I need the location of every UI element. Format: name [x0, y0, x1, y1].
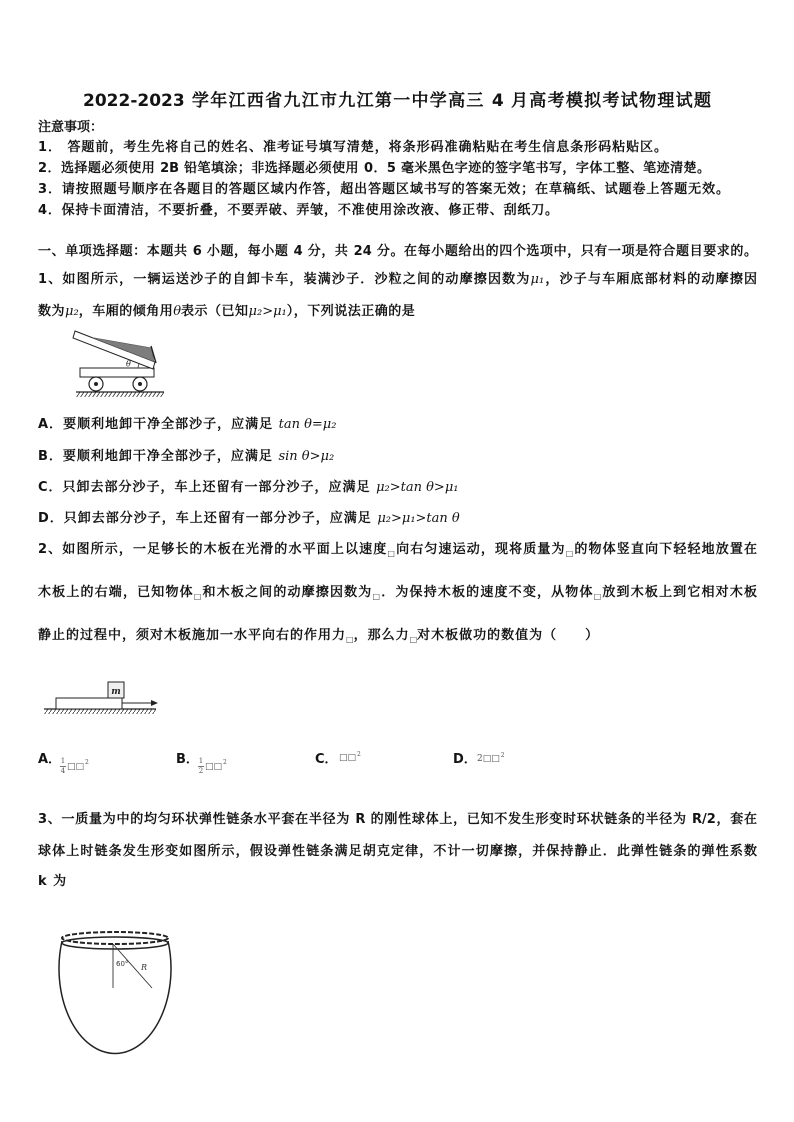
exponent: 2: [500, 751, 505, 759]
q1-text: 表示（已知: [181, 304, 249, 319]
q3-stem-line-2: 球体上时链条发生形变如图所示，假设弹性链条满足胡克定律，不计一切摩擦，并保持静止．此弹性链条的弹性系数: [38, 844, 757, 859]
option-math: μ₂>μ₁>tan θ: [377, 511, 460, 526]
option-label: A．: [38, 417, 64, 432]
denominator: 4: [60, 767, 66, 775]
q2-text: 和木板之间的动摩擦因数为: [202, 585, 373, 600]
q2-stem-line-1: [38, 540, 757, 560]
exponent: 2: [357, 750, 361, 758]
expression: □□: [205, 761, 223, 772]
q1-option-a: [38, 415, 336, 435]
notice-item-1: 1． 答题前，考生先将自己的姓名、准考证号填写清楚，将条形码准确粘贴在考生信息条形码粘贴区。: [38, 140, 667, 155]
sphere-chain-figure: [50, 924, 180, 1066]
q3-stem-line-1: 3、一质量为中的均匀环状弹性链条水平套在半径为 R 的刚性球体上，已知不发生形变时环状链条的半径为 R/2，套在: [38, 812, 757, 827]
q2-text: 向右匀速运动，现将质量为: [396, 542, 566, 557]
q2-option-d-math: [477, 751, 505, 764]
q2-stem-line-3: [38, 626, 599, 646]
q1-text: ，车厢的倾角用: [78, 304, 174, 319]
fraction: [198, 758, 204, 775]
dump-truck-figure: [72, 326, 168, 398]
q1-text: ，沙子与车厢底部材料的动摩擦因: [544, 272, 757, 287]
missing-glyph: □: [565, 549, 575, 558]
option-math: μ₂>tan θ>μ₁: [376, 480, 459, 495]
q1-text: ），下列说法正确的是: [286, 304, 416, 319]
option-label: C．: [38, 480, 63, 495]
q1-option-c: [38, 478, 459, 498]
missing-glyph: □: [387, 549, 397, 558]
q2-option-b-math: [198, 758, 227, 775]
q1-math-condition: μ₂>μ₁: [248, 304, 287, 319]
notice-heading: 注意事项：: [38, 120, 104, 135]
q1-option-d: [38, 509, 460, 529]
option-label: B．: [38, 449, 63, 464]
exponent: 2: [223, 759, 227, 766]
option-text: 要顺利地卸干净全部沙子，应满足: [62, 449, 279, 464]
ground-hatching: [44, 709, 156, 714]
notice-item-4: 4．保持卡面清洁，不要折叠，不要弄破、弄皱，不准使用涂改液、修正带、刮纸刀。: [38, 203, 558, 218]
sphere-outline: [59, 941, 171, 1053]
angle-label: 60°: [116, 960, 129, 968]
denominator: 2: [198, 767, 204, 775]
option-text: 只卸去部分沙子，车上还留有一部分沙子，应满足: [62, 480, 377, 495]
wheel-hub: [94, 382, 98, 386]
missing-glyph: □: [593, 592, 603, 601]
q3-stem-line-3: k 为: [38, 874, 68, 889]
angle-label: θ: [126, 359, 131, 369]
missing-glyph: □: [372, 592, 382, 601]
exponent: 2: [85, 759, 89, 766]
radius-label: R: [141, 963, 148, 972]
q2-text: 2、如图所示，一足够长的木板在光滑的水平面上以速度: [38, 542, 388, 557]
q2-text: ，那么力: [353, 628, 410, 643]
q2-option-c-label: C．: [315, 752, 338, 767]
sand-load: [92, 338, 154, 362]
numerator: 1: [60, 757, 66, 765]
numerator: 1: [198, 757, 204, 765]
q2-text: 静止的过程中，须对木板施加一水平向右的作用力: [38, 628, 347, 643]
q1-text: 数为: [38, 304, 66, 319]
notice-item-3: 3．请按照题号顺序在各题目的答题区域内作答，超出答题区域书写的答案无效；在草稿纸、试题卷上答题无效。: [38, 182, 729, 197]
q2-stem-line-2: [38, 583, 757, 603]
expression: □□: [339, 753, 357, 763]
q1-text: 1、如图所示，一辆运送沙子的自卸卡车，装满沙子．沙粒之间的动摩擦因数为: [38, 272, 531, 287]
q2-option-b-label: B．: [176, 752, 199, 767]
q1-math-theta: θ: [173, 304, 182, 319]
q2-text: 木板上的右端，已知物体: [38, 585, 194, 600]
board-block-figure: [42, 676, 160, 720]
q2-option-a-label: A．: [38, 752, 62, 767]
wheel-hub: [138, 382, 142, 386]
missing-glyph: □: [409, 635, 418, 644]
q2-option-a-math: [60, 758, 89, 775]
option-text: 要顺利地卸干净全部沙子，应满足: [63, 417, 279, 432]
missing-glyph: □: [346, 635, 354, 644]
q2-text: 对木板做功的数值为（ ）: [417, 628, 600, 643]
q2-option-d-label: D．: [453, 752, 477, 767]
ground-hatching: [76, 392, 164, 397]
wooden-board: [56, 698, 122, 709]
expression: □□: [67, 761, 85, 772]
q1-math-mu1: μ₁: [530, 272, 545, 287]
block-label: m: [111, 687, 121, 697]
option-text: 只卸去部分沙子，车上还留有一部分沙子，应满足: [63, 511, 378, 526]
page-title: 2022-2023 学年江西省九江市九江第一中学高三 4 月高考模拟考试物理试题: [83, 91, 711, 111]
q1-math-mu2: μ₂: [65, 304, 79, 319]
option-label: D．: [38, 511, 64, 526]
fraction: [60, 758, 66, 775]
q2-text: ．为保持木板的速度不变，从物体: [381, 585, 594, 600]
option-math: sin θ>μ₂: [278, 449, 335, 464]
q2-option-c-math: [339, 750, 361, 763]
q2-text: 的物体竖直向下轻轻地放置在: [574, 542, 757, 557]
q2-text: 放到木板上到它相对木板: [602, 585, 757, 600]
q1-stem-line-2: [38, 302, 415, 322]
expression: 2□□: [477, 754, 500, 764]
option-math: tan θ=μ₂: [278, 417, 337, 432]
arrow-head-icon: [151, 700, 158, 706]
q1-option-b: [38, 447, 334, 467]
missing-glyph: □: [193, 592, 203, 601]
notice-item-2: 2．选择题必须使用 2B 铅笔填涂；非选择题必须使用 0．5 毫米黑色字迹的签字笔书写，字体工整、笔迹清楚。: [38, 161, 710, 176]
section-heading: 一、单项选择题：本题共 6 小题，每小题 4 分，共 24 分。在每小题给出的四个选项中，只有一项是符合题目要求的。: [38, 244, 757, 259]
q1-stem-line-1: [38, 270, 757, 290]
truck-chassis: [80, 368, 154, 377]
